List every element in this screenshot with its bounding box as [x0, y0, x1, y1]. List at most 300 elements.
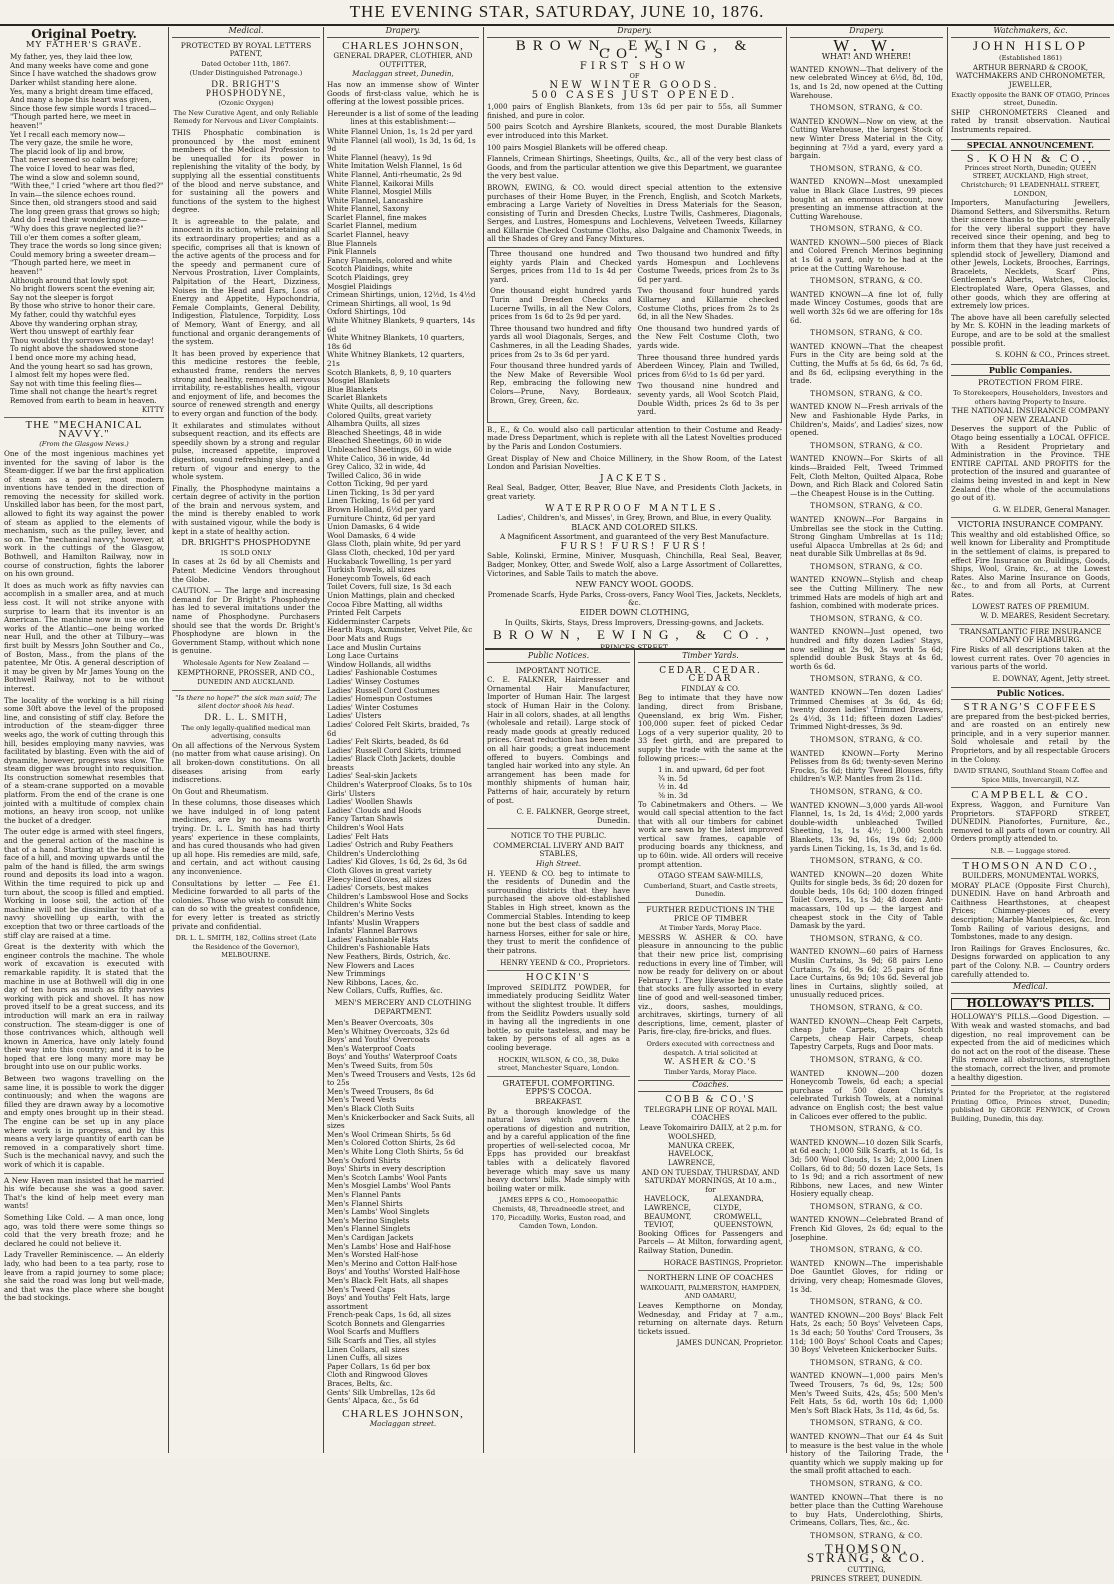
- thomson-text: MORAY PLACE (Opposite First Church), DUNEDIN. Have on hand Arbroath and Caithness Hearthstones, at cheapest Prices; Chimney-pieces of every description; Marble Mantelpieces, &c. Iron Tomb Railing of various designs, and Tombstones, made to any design.: [951, 880, 1110, 942]
- list-item: Scotch Blankets, 8, 9, 10 quarters: [327, 367, 452, 377]
- poem-line: Since those few simple words I traced—: [10, 103, 157, 113]
- fire-text: To Storekeepers, Householders, Investors and others having Property to Insure.: [953, 388, 1108, 406]
- wanted-notice: WANTED KNOWN—The imperishable Doe Gauntlet Gloves, for riding or driving, very cheap; Homesmade Gloves, 1s 3d.: [790, 1258, 943, 1294]
- list-item: White Flannel Union, 1s, 1s 2d per yard: [327, 126, 473, 136]
- cobb-heading: COBB & CO.'S: [665, 1094, 756, 1105]
- poem-line: That never seemed so calm before;: [10, 155, 138, 165]
- list-item: Glass Cloth, checked, 10d per yard: [327, 548, 455, 558]
- ts-footer-name: THOMSON, STRANG, & CO.: [806, 1541, 927, 1566]
- list-item: Children's Wool Hats: [327, 823, 404, 833]
- wanted-signature: THOMSON, STRANG, & CO.: [810, 614, 923, 623]
- list-item: Men's Tweed Suits, from 50s: [327, 1061, 433, 1071]
- list-item: Cotton Ticking, 9d per yard: [327, 479, 428, 489]
- be-silks-heading: BLACK AND COLORED SILKS.: [571, 522, 698, 532]
- list-item: Ladies' Felt Skirts, beaded, 8s 6d: [327, 737, 449, 747]
- list-item: Boys' and Youths' Felt Hats, large assortment: [327, 1293, 450, 1311]
- wanted-notice: WANTED KNOWN—Forty Merino Pelisses from 8s 6d; twenty-seven Merino Frocks, 5s 6d; thirty Tweed Blouses, fifty children's W.P. Mantles from 2s 11d.: [790, 748, 943, 784]
- list-item: Cloth Gloves in great variety: [327, 866, 432, 875]
- wanted-signature: THOMSON, STRANG, & CO.: [810, 1298, 923, 1307]
- list-item: White Flannel, Saxony: [327, 204, 409, 214]
- list-item: White Imitation Welsh Flannel, 1s 6d: [327, 161, 462, 171]
- list-item: Men's Beaver Overcoats, 30s: [327, 1018, 434, 1028]
- list-item: Men's Flannel Shirts: [327, 1198, 403, 1208]
- list-item: Ladies' Ulsters: [327, 711, 382, 721]
- poem-line: And many weeks have come and gone: [10, 60, 149, 70]
- wanted-notice: WANTED KNOWN—60 pairs of Harness Muslin Curtains, 3s 9d; 68 pairs Leno Curtains, 7s 6d, 9s 6d; 25 pairs of fine Lace Curtains, 6s 9d; 10s 6d. Several job lines in Curtains, slightly soiled, at unusually reduced prices.: [790, 947, 943, 1000]
- box-paragraph: Two thousand two hundred and fifty yards Homespun and Lochlevens Costume Tweeds, prices from 2s to 3s 6d per yard.: [637, 249, 779, 284]
- list-item: Printed Felt Carpets: [327, 608, 402, 618]
- epps-heading: GRATEFUL COMFORTING. EPPS'S COCOA.: [502, 1078, 615, 1097]
- list-item: Union Mattings, plain and checked: [327, 591, 455, 600]
- price-line: ¾ in. 5d: [658, 773, 688, 783]
- poem-body: [4, 53, 164, 405]
- johnson-items: [327, 128, 479, 996]
- transatlantic-signature: E. DOWNAY, Agent, Jetty street.: [992, 673, 1110, 683]
- article-paragraph: The locality of the working is a hill rising some 30ft above the level of the proposed line, and consisting of stiff clay. Before the introduction of the steam-digger three weeks ago, the work of cutting through this hill, besides employing many navvies, was facilitated by blasting. Even with the aid of dynamite, however, progress was slow. The steam digger was brought into requisition. Its construction somewhat resembles that of a steam-crane supported on a movable platform. From the end of the crane is one jointed with a multitude of complex chain motions, an heavy iron scoop, not unlike the bucket of a dredger.: [4, 695, 164, 825]
- list-item: Children's Lambswool Hose and Socks: [327, 891, 469, 901]
- divider: [638, 902, 783, 903]
- list-item: Union Damasks, 6 4 wide: [327, 522, 420, 532]
- poem-line: The very gaze, the smile he wore,: [10, 138, 133, 148]
- list-item: Men's Black Cloth Suits: [327, 1104, 415, 1114]
- wanted-signature: THOMSON, STRANG, & CO.: [810, 1202, 923, 1211]
- list-item: Ladies' Woollen Shawls: [327, 797, 413, 807]
- article-paragraph: It does as much work as fifty navvies can accomplish in a smaller area, and at much less cost. It will not strike anyone with surprise to learn that its inventor is an American. The machine now in use on the works of the Atlantic—one being worked near Hull, and the other at Tilbury—was first built by Messrs John Souther and Co., of Boston, Mass., from the plans of the patentee, Mr Otis. A general description of it may be given by Mr James Young on the Bothwell Railway, not to be without interest.: [4, 580, 164, 693]
- doctor-name: DR. L. L. SMITH,: [204, 711, 288, 722]
- list-item: Alhambra Quilts, all sizes: [327, 419, 420, 429]
- list-item: Men's Worsted Half-hose: [327, 1250, 419, 1260]
- wanted-notice: WANTED KNOWN—1,000 pairs Men's Tweed Trousers, 7s 6d, 9s, 12s; 500 Men's Tweed Suits, 42s, 45s; 500 Men's Felt Hats, 5s 6d, worth 10s 6d; 1,000 Men's Soft Black Hats, 3s 11d, 4s 6d, 5s.: [790, 1371, 943, 1415]
- list-item: Men's Colored Cotton Shirts, 2s 6d: [327, 1138, 456, 1148]
- list-item: Ladies' Winsey Costumes: [327, 676, 420, 686]
- section-heading: Timber Yards.: [638, 652, 783, 663]
- wanted-signature: THOMSON, STRANG, & CO.: [810, 1358, 923, 1367]
- northern-heading: NORTHERN LINE OF COACHES: [647, 1273, 774, 1283]
- transatlantic-heading: TRANSATLANTIC FIRE INSURANCE COMPANY OF HAMBURG.: [959, 626, 1102, 645]
- column-timber: [638, 652, 783, 1452]
- box-paragraph: Four thousand three hundred yards of the New Make of Reversible Wool Rep, embracing the following new Colors—Prune, Navy, Bordeaux, Brown, Grey, Green, &c.: [490, 361, 632, 405]
- further-text-2: Orders executed with correctness and despatch. A trial solicited at: [646, 1039, 775, 1057]
- johnson-footer-name: CHARLES JOHNSON,: [342, 1407, 464, 1420]
- be-furs: Sable, Kolinski, Ermine, Miniver, Musquash, Chinchilla, Real Seal, Beaver, Badger, Monkey, Otter, and Swede Wolf, also a Large Assortment of Collarettes, Victorines, and Sable Tails to match the above.: [487, 551, 782, 578]
- medical-body: [172, 129, 320, 536]
- list-item: Children's Underclothing: [327, 848, 420, 858]
- national-heading: THE NATIONAL INSURANCE COMPANY OF NEW ZEALAND: [951, 406, 1110, 424]
- wanted-signature: THOMSON, STRANG, & CO.: [810, 389, 923, 398]
- hislop-established: (Established 1861): [999, 54, 1062, 63]
- divider: [951, 517, 1110, 518]
- column-thomson-strang: [790, 26, 943, 1584]
- poem-line: They trace the words so long since given;: [10, 241, 162, 251]
- list-item: Men's Lambs' Hose and Half-hose: [327, 1241, 451, 1251]
- cobb-text-3: Booking Offices for Passengers and Parcels — At Milton, forwarding agent, Railway Station, Dunedin.: [638, 1228, 783, 1255]
- poem-line: In vain—the silence echoes round.: [10, 189, 136, 199]
- list-item: Bleached Sheetings, 48 in wide: [327, 427, 442, 437]
- wanted-notice: WANTED KNOWN—For Skirts of all kinds—Braided Felt, Tweed Trimmed Felt, Cloth Melton, Quilted Alpaca, Robe Down, and Rich Black and Colored Satin—the Cheapest House is in the Cutting.: [790, 454, 943, 498]
- divider: [487, 1076, 630, 1077]
- poem-line: Till o'er them comes a softer gleam,: [10, 232, 142, 242]
- national-signature: G. W. ELDER, General Manager.: [992, 504, 1110, 514]
- hislop-trade: ARTHUR BERNARD & CROOK, WATCHMAKERS AND CHRONOMETER, JEWELLER,: [955, 62, 1106, 89]
- column-rule: [483, 27, 484, 1453]
- list-item: Men's Whitney Overcoats, 32s 6d: [327, 1026, 450, 1036]
- ts-footer-address: PRINCES STREET, DUNEDIN.: [810, 1574, 923, 1584]
- falkner-heading: IMPORTANT NOTICE.: [515, 665, 602, 675]
- list-item: Linen Cuffs, all sizes: [327, 1353, 403, 1363]
- list-item: Ladies' Ostrich and Ruby Feathers: [327, 840, 454, 850]
- list-item: Men's Tweed Trousers and Vests, 12s 6d to 25s: [327, 1069, 476, 1088]
- wanted-signature: THOMSON, STRANG, & CO.: [810, 104, 923, 113]
- list-item: Pink Flannels: [327, 247, 377, 257]
- medical-paragraph: It is agreeable to the palate, and innocent in its action, while retaining all its extraordinary properties; and as a specific, comprises all that is known of the active agents of the process and for the speedy and permanent cure of Nervous Prostration, Liver Complaints, Palpitation of the Heart, Dizziness, Noises in the Head and Ears, Loss of Energy and Appetite, Hypochondria, Female Complaints, General Debility, Indigestion, Flatulence, Torpidity, Loss of Memory, Want of Energy, and all functional and organic derangements of the system.: [172, 216, 320, 347]
- doctor-paragraph: On Gout and Rheumatism.: [172, 786, 269, 796]
- wanted-notice: WANTED KNOW N—Fresh arrivals of the New and Fashionable Hyde Parks, in Children's, Maids', and Ladies' sizes, now opened.: [790, 402, 943, 438]
- list-item: Scotch Bonnets and Glengarries: [327, 1318, 445, 1328]
- box-paragraph: One thousand two hundred yards of the New Felt Costume Cloth, two yards wide.: [637, 323, 779, 350]
- column-jewellers: [951, 27, 1110, 1453]
- poem-title: MY FATHER'S GRAVE.: [25, 39, 143, 50]
- hislop-address: Exactly opposite the BANK OF OTAGO, Princes street, Dunedin.: [951, 90, 1110, 108]
- divider: [4, 1173, 164, 1174]
- miscellany: [4, 1177, 164, 1303]
- list-item: Boys' and Youths' Waterproof Coats: [327, 1052, 457, 1062]
- cobb-places: [638, 1133, 783, 1167]
- list-item: Cloth and Ringwood Gloves: [327, 1370, 428, 1380]
- article-paragraph: Between two wagons travelling on the same line, it is possible to work the digger continuously; and when the wagons are filled they are drawn away by a locomotive and empty ones brought up in their stead. The engine can be set up in any place where work is in progress, and by this means a very large quantity of earth can be removed in a comparatively short time. Such is the mechanical navvy, and such the work of which it is capable.: [4, 1074, 164, 1169]
- list-item: Ladies' Homespun Costumes: [327, 694, 433, 704]
- list-item: Men's Mosgiel Lambs' Wool Pants: [327, 1181, 451, 1191]
- list-item: Ladies' Russell Cord Costumes: [327, 685, 440, 695]
- section-heading: Drapery.: [790, 27, 943, 38]
- place-name: TEVIOT,: [644, 1220, 674, 1230]
- wanted-notice: WANTED KNOWN—Just opened, two hundred and fifty dozen Ladies' Stays, now selling at 2s 9d, 3s worth 5s 6d; splendid double Busk Stays at 4s 6d, worth 6s 6d.: [790, 627, 943, 671]
- kohn-text: Importers, Manufacturing Jewellers, Diamond Setters, and Silversmiths. Return their sincere thanks to the public generally for the very liberal support they have received since their opening, and beg to inform them that they have just received a splendid stock of Jewellery, Diamond and other Jewels, Lockets, Brooches, Earrings, Bracelets, Necklets, Scarf Pins, Gentlemen's Alberts, Watches, Clocks, Electroplated Ware, Opera Glasses, and other goods, which they are offering at extremely low prices.: [951, 198, 1110, 311]
- poem-line: Removed from earth to beam in heaven.: [10, 395, 157, 405]
- poem-line: Wert thou unswept of earthly fear: [10, 327, 134, 337]
- be-cases: 500 CASES JUST OPENED.: [531, 89, 738, 101]
- section-heading: Medical.: [951, 982, 1110, 994]
- list-item: Scotch Plaidings, white: [327, 264, 413, 274]
- poem-line: I bend once more my aching head,: [10, 352, 137, 362]
- victoria-heading: VICTORIA INSURANCE COMPANY.: [957, 520, 1104, 530]
- list-item: Ladies' Seal-skin Jackets: [327, 771, 417, 781]
- poem-line: Say not with time this feeling flies—: [10, 378, 142, 388]
- divider: [638, 1270, 783, 1271]
- section-heading: Public Notices.: [487, 652, 630, 663]
- what-where: WHAT! AND WHERE!: [821, 52, 912, 62]
- wanted-notice: WANTED KNOWN—A fine lot of, fully made Wincey Costumes, goods that are well worth 32s 6d we are offering for 18s 6d.: [790, 289, 943, 325]
- column-rule: [634, 650, 635, 1453]
- further-sub: At Timber Yards, Moray Place.: [659, 924, 762, 933]
- list-item: Ladies' Winter Costumes: [327, 702, 419, 712]
- section-heading: Public Notices.: [951, 687, 1110, 700]
- wanted-signature: THOMSON, STRANG, & CO.: [810, 329, 923, 338]
- be-first-show: FIRST SHOW: [579, 60, 690, 72]
- wanted-signature: THOMSON, STRANG, & CO.: [810, 1531, 923, 1540]
- be-title: BROWN, EWING, & CO.'S: [515, 37, 754, 63]
- wanted-signature: THOMSON, STRANG, & CO.: [810, 1125, 923, 1134]
- be-eider: In Quilts, Skirts, Stays, Dress Improvers, Dressing-gowns, and Jackets.: [505, 617, 764, 627]
- be-left-box: [490, 250, 632, 420]
- list-item: Crimean Shirtings, union, 12½d, 1s 4½d: [327, 290, 476, 300]
- wanted-signature: THOMSON, STRANG, & CO.: [810, 675, 923, 684]
- poem-line: And many a hope this heart was given,: [10, 95, 152, 105]
- section-heading: Drapery.: [487, 27, 782, 38]
- list-item: Oxford Shirtings, 10d: [327, 307, 406, 317]
- poem-line: Since then, old strangers stood and said: [10, 198, 157, 208]
- kohn-name: S. KOHN & CO.,: [966, 151, 1095, 166]
- section-heading: Coaches.: [638, 1080, 783, 1092]
- list-item: Men's Waterproof Coats: [327, 1043, 416, 1053]
- list-item: New Flowers and Laces: [327, 960, 415, 970]
- strangs-text: are prepared from the best-picked berries, and are roasted on an entirely new principle, and in a very superior manner. Sold wholesale and retail by the Proprietors, and by all respectable Grocers in the Colony.: [951, 711, 1110, 764]
- list-item: White Flannel, Mosgiel Mills: [327, 187, 432, 197]
- wanted-notice: WANTED KNOWN—That there is no better place than the Cutting Warehouse to buy Hats, Underclothing, Shirts, Crimeans, Collars, Ties, &c., &c.: [790, 1492, 943, 1528]
- wanted-signature: THOMSON, STRANG, & CO.: [810, 1419, 923, 1428]
- list-item: Brown Holland, 6½d per yard: [327, 505, 436, 515]
- be-footer-name: BROWN, EWING, & CO.,: [493, 627, 776, 643]
- wanted-notice: WANTED KNOWN—200 Boys' Black Felt Hats, 2s each; 50 Boys' Velveteen Caps, 1s 3d each; 50 Youths' Cord Trousers, 3s 11d; 100 Boys' School Coats and Capes; 30 Boys' Velveteen Knickerbocker Suits.: [790, 1310, 943, 1355]
- be-para: B., E., & Co. would also call particular attention to their Costume and Ready-made Dress Department, which is replete with all the Latest Novelties produced by the Paris and London Costumiers.: [487, 424, 782, 451]
- poem-line: Time shall not change the heart's regret: [10, 387, 158, 397]
- list-item: Infants' Flannel Barrows: [327, 926, 418, 936]
- list-item: Infants' Muslin Wrappers: [327, 917, 420, 927]
- notice-heading: NOTICE TO THE PUBLIC.: [510, 831, 607, 841]
- strangs-heading: STRANG'S COFFEES: [963, 700, 1098, 713]
- poem-line: Above thy wandering orphan stray,: [10, 318, 138, 328]
- hockin-signature: HOCKIN, WILSON, & CO., 38, Duke street, Manchester Square, London.: [497, 1055, 620, 1073]
- list-item: Ladies' Russell Cord Skirts, trimmed: [327, 745, 462, 755]
- poem-line: My father, yes, they laid thee low,: [10, 52, 133, 62]
- be-para: Great Display of New and Choice Millinery, in the Show Room, of the Latest London and Parisian Novelties.: [487, 453, 782, 472]
- special-heading: SPECIAL ANNOUNCEMENT.: [951, 139, 1110, 152]
- list-item: Blue Flannels: [327, 238, 377, 248]
- hislop-text: SHIP CHRONOMETERS Cleaned and rated by transit observation. Nautical Instruments repaired.: [951, 107, 1110, 134]
- list-item: Lace and Muslin Curtains: [327, 642, 421, 652]
- wanted-notice: WANTED KNOWN—20 dozen White Quilts for single beds, 3s 6d; 20 dozen for double beds, 10s 6d; 100 dozen fringed Toilet Covers, 1s, 1s 3d; 48 dozen Anti-macassars, 10d up — the largest and cheapest stock in the City of Table Damask by the yard.: [790, 869, 943, 931]
- quote: "Is there no hope?" the sick man said; The silent doctor shook his head.: [175, 693, 317, 711]
- medical-paragraph: THIS Phosphatic combination is pronounced by the most eminent members of the Medical Profession to be unequalled for its power in replenishing the vitality of the body, by supplying all the essential constituents of the blood and nerve substance, and for sustaining all the powers and functions of the system to the highest degree.: [172, 127, 320, 215]
- list-item: Girls' Ulsters: [327, 788, 376, 798]
- mills-address: Cumberland, Stuart, and Castle streets, Dunedin.: [643, 881, 778, 899]
- wanted-signature: THOMSON, STRANG, & CO.: [810, 735, 923, 744]
- place-name: HAVELOCK,: [668, 1149, 714, 1159]
- cobb-text-2: AND ON TUESDAY, THURSDAY, AND SATURDAY MORNINGS, At 10 a.m., for: [641, 1167, 780, 1194]
- product-name: DR. BRIGHT'S PHOSPHODYNE,: [205, 78, 287, 98]
- cobb-sub: TELEGRAPH LINE OF ROYAL MAIL COACHES: [644, 1104, 777, 1123]
- northern-text: Leaves Kempthorne on Monday, Wednesday, and Friday at 7 a.m., returning on alternate days. Return tickets issued.: [638, 1300, 783, 1336]
- poem-line: The wind a slow and solemn sound,: [10, 172, 140, 182]
- medical-paragraph: Finally, the Phosphodyne maintains a certain degree of activity in the portion of the brain and nervous system, and the mind is thereby enabled to work with sustained vigour, while the body is kept in a state of healthy action.: [172, 483, 320, 536]
- wanted-signature: THOMSON, STRANG, & CO.: [810, 1055, 923, 1064]
- section-heading: Watchmakers, &c.: [951, 27, 1110, 38]
- product-sub: (Ozonic Oxygen): [218, 99, 274, 108]
- box-paragraph: Three thousand one hundred and eighty yards Plain and Checked Serges, prices from 11d to 1s 4d per yard.: [490, 249, 632, 284]
- kohn-address: Princes street North, Dunedin; QUEEN STREET, AUCKLAND, High street, Christchurch; 91 LEADENHALL STREET, LONDON,: [961, 163, 1100, 198]
- doctor-sub: The only legally-qualified medical man advertising, consults: [181, 723, 311, 741]
- column-rule: [323, 27, 324, 1453]
- divider: [487, 970, 630, 971]
- list-item: White Flannel, Anti-rheumatic, 2s 9d: [327, 169, 462, 179]
- divider: [951, 1085, 1110, 1086]
- article-paragraph: One of the most ingenious machines yet invented for the saving of labor is the Steam-digger. If we bar the first application of steam as a power, most modern inventions have tended in the direction of removing the necessity for skilled work. Unskilled labor has been, for the most part, allowed to fight its way against the power of steam as applied to the elements of mechanism, such as the pulley, lever, and so on. The "mechanical navvy," however, at work in the cuttings of the Glasgow, Bothwell, and Hamilton Railway, now in course of construction, fights the laborer on his own ground.: [4, 448, 164, 579]
- section-heading: Original Poetry.: [31, 27, 137, 41]
- list-item: Wool Damasks, 6 4 wide: [327, 530, 416, 540]
- wanted-signature: THOMSON, STRANG, & CO.: [810, 277, 923, 286]
- wanted-notice: WANTED KNOWN—Now on view, at the Cutting Warehouse, the largest Stock of new Winter Dress Material in the City, beginning at 7½d a yard, every yard a bargain.: [790, 116, 943, 161]
- wanted-notice: WANTED KNOWN—10 dozen Silk Scarfs, at 6d each; 1,000 Silk Scarfs, at 1s 6d, 1s 3d; 500 Wool Clouds, 1s 3d; 2,000 Linen Collars, 6d to 8d; 50 dozen Lace Sets, 1s to 1s 9d; and a rich assortment of new Ribbons, new Laces, and new Winter Hosiery equally cheap.: [790, 1137, 943, 1199]
- list-item: Mosgiel Plaidings: [327, 281, 392, 291]
- box-paragraph: Three thousand three hundred yards Aberdeen Wincey, Plain and Twilled, prices from 6½d to 1s 6d per yard.: [637, 352, 779, 379]
- list-item: Unbleached Sheetings, 60 in wide: [327, 444, 452, 454]
- list-item: Men's Tweed Vests: [327, 1095, 397, 1105]
- wanted-signature: THOMSON, STRANG, & CO.: [810, 934, 923, 943]
- list-item: Braces, Belts, &c.: [327, 1379, 393, 1389]
- list-item: Men's White Long Cloth Shirts, 5s 6d: [327, 1147, 464, 1156]
- list-item: Children's Waterproof Cloaks, 5s to 10s: [327, 780, 472, 790]
- be-para: 500 pairs Scotch and Ayrshire Blankets, scoured, the most Durable Blankets ever introduced into this Market.: [487, 122, 782, 140]
- list-item: Men's Merino and Cotton Half-hose: [327, 1258, 458, 1268]
- miscellany-paragraph: Lady Traveller Reminiscence. — An elderly lady, who had been to a tea party, rose to leave from a rapid journey to some place; she said the road was long but well-made, and that was the place where she bought the bad stockings.: [4, 1250, 164, 1303]
- list-item: Ladies' Kid Gloves, 1s 6d, 2s 6d, 3s 6d: [327, 857, 467, 867]
- cobb-places-2: [638, 1195, 783, 1229]
- patent-date: Dated October 11th, 1867.: [201, 59, 291, 68]
- list-item: Cocoa Fibre Matting, all widths: [327, 599, 443, 609]
- agents-place: DUNEDIN AND AUCKLAND.: [197, 678, 295, 687]
- wanted-notice: WANTED KNOWN—3,000 yards All-wool Flannel, 1s, 1s 2d, 1s 4½d; 2,000 yards double-width unbleached Twilled Sheeting, 1s, 1s 4½; 1,000 Scotch Blankets, 13s 9d, 16s, 19s 6d; 2,000 yards Linen Ticking, 1s, 1s 3d, and 1s 6d.: [790, 800, 943, 853]
- further-heading: FURTHER REDUCTIONS IN THE PRICE OF TIMBER: [646, 905, 775, 923]
- wanted-notice: WANTED KNOWN—That delivery of the new celebrated Wincey at 6½d, 8d, 10d, 1s, and 1s 2d, now opened at the Cutting Warehouse.: [790, 64, 943, 100]
- be-price-boxes: [487, 247, 782, 423]
- livery-text: H. YEEND & CO. beg to intimate to the residents of Dunedin and the surrounding districts that they have purchased the above old-established Stables in High street, known as the Commercial Stables. Intending to keep none but the best class of saddle and harness Horses, either for sale or hire, they trust to merit the confidence of their patrons.: [487, 868, 630, 955]
- list-item: Ladies' Fashionable Costumes: [327, 668, 438, 678]
- column-rule: [786, 27, 787, 1453]
- wanted-signature: THOMSON, STRANG, & CO.: [810, 225, 923, 234]
- box-paragraph: Two thousand nine hundred and seventy yards, all Wool Scotch Plaid, Double Width, prices 2s 6d to 3s per yard.: [637, 381, 779, 417]
- be-right-box: [638, 250, 780, 420]
- patent-heading: PROTECTED BY ROYAL LETTERS PATENT,: [180, 40, 312, 59]
- list-item: Men's Scotch Lambs' Wool Pants: [327, 1172, 447, 1182]
- wanted-signature: THOMSON, STRANG, & CO.: [810, 562, 923, 571]
- poem-line: Yet I recall each memory now—: [10, 129, 126, 139]
- list-item: White Flannel, Lancashire: [327, 195, 423, 205]
- price-heading: DR. BRIGHT'S PHOSPHODYNE: [181, 538, 311, 548]
- johnson-name: CHARLES JOHNSON,: [342, 39, 464, 52]
- fire-heading: PROTECTION FROM FIRE.: [978, 378, 1083, 388]
- further-text: MESSRS W. ASHER & CO. have pleasure in announcing to the public that their new price list, comprising reductions in every line of Timber, will now be ready for delivery on or about February 1. They likewise beg to state that stocks are fully assorted in every line of good and well-seasoned timber, viz., doors, sashes, mouldings, architraves, skirtings, turnery of all descriptions, lime, cement, plaster of Paris, fire-clay, fire-bricks, and flues.: [638, 932, 783, 1037]
- column-johnson: [327, 27, 479, 1453]
- wanted-notice: WANTED KNOWN—That our £4 4s Suit to measure is the best value in the whole history of the Tailoring Trade, the quantity which we supply making up for the small profit attached to each.: [790, 1431, 943, 1476]
- list-item: Men's Knickerbocker and Sack Suits, all sizes: [327, 1112, 475, 1131]
- wanted-notice: WANTED KNOWN—Celebrated Brand of French Kid Gloves, 2s 6d; equal to the Josephine.: [790, 1215, 943, 1242]
- holloway-heading: HOLLOWAY'S PILLS.: [951, 998, 1110, 1011]
- place-name: MANUKA CREEK,: [668, 1140, 735, 1150]
- divider: [172, 690, 320, 691]
- wanted-notice: WANTED KNOWN—200 dozen Honeycomb Towels, 6d each; a special purchase of 500 dozen Christy's celebrated Turkish Towels, at a nominal advance on English cost; the best value in Calicoes ever offered to the public.: [790, 1068, 943, 1121]
- poem-line: "With thee," I cried "where art thou fled?": [10, 181, 164, 191]
- poem-line: My father, could thy watchful eyes: [10, 310, 136, 319]
- list-item: White Flannel, Kaikorai Mills: [327, 178, 434, 188]
- hislop-name: JOHN HISLOP: [973, 37, 1088, 53]
- hockin-heading: HOCKIN'S: [526, 973, 591, 984]
- johnson-footer-address: Maclaggan street.: [369, 1419, 437, 1429]
- list-item: Ladies' Clouds and Hoods: [327, 805, 422, 815]
- list-item: Mosgiel Blankets: [327, 376, 390, 386]
- be-para: Flannels, Crimean Shirtings, Sheetings, Quilts, &c., all of the very best class of Goods, and from the particular attention we give this Department, we guarantee the very best value.: [487, 154, 782, 181]
- place-name: ALEXANDRA,: [713, 1194, 764, 1204]
- thomson-text-2: Iron Railings for Graves Enclosures, &c. Designs forwarded on application to any part of the Colony. N.B. — Country orders carefully attended to.: [951, 943, 1110, 979]
- poem-line: The long green grass that grows so high;: [10, 206, 160, 216]
- be-furs-heading: FURS! FURS! FURS!: [560, 541, 709, 552]
- strangs-signature: DAVID STRANG, Southland Steam Coffee and Spice Mills, Invercargill, N.Z.: [953, 767, 1108, 784]
- patronage: (Under Distinguished Patronage.): [189, 69, 303, 78]
- wanted-signature: THOMSON, STRANG, & CO.: [810, 164, 923, 173]
- hockin-text: Improved SEIDLITZ POWDER, for immediately producing Seidlitz Water without the slightest trouble. It differs from the Seidlitz Powders usually sold in having all the ingredients in one bottle, so quite tasteless, and may be taken by persons of all ages as a cooling beverage.: [487, 982, 630, 1052]
- wanted-list: [790, 66, 943, 1541]
- place-name: CLYDE,: [713, 1203, 742, 1213]
- list-item: Gents' Alpaca, &c., 5s 6d: [327, 1396, 419, 1406]
- falkner-signature: C. E. FALKNER, George street, Dunedin.: [516, 807, 630, 825]
- list-item: Furniture Chintz, 6d per yard: [327, 513, 436, 523]
- livery-signature: HENRY YEEND & CO., Proprietors.: [500, 957, 630, 967]
- list-item: Fancy Tartan Shawls: [327, 814, 403, 824]
- column-rule: [168, 27, 169, 1453]
- kohn-signature: S. KOHN & CO., Princes street.: [995, 350, 1110, 360]
- poem-line: The placid look of lip and brow,: [10, 146, 125, 156]
- box-paragraph: Three thousand two hundred and fifty yards all wool Diagonals, Serges, and Cashmeres, in all the Leading Shades, prices from 2s to 3s 6d per yard.: [490, 323, 632, 359]
- divider: [487, 828, 630, 829]
- place-name: LAWRENCE,: [644, 1203, 692, 1213]
- wanted-signature: THOMSON, STRANG, & CO.: [810, 441, 923, 450]
- campbell-signature: N.B. — Luggage stored.: [990, 846, 1071, 855]
- box-paragraph: One thousand eight hundred yards Turin and Dresden Checks and Lucerne Twills, in all the New Colors, prices from 1s 6d to 2s 9d per yard.: [490, 286, 632, 322]
- livery-sub: High Street.: [535, 859, 581, 869]
- falkner-text: C. E. FALKNER, Hairdresser and Ornamental Hair Manufacturer, Importer of Human Hair. The largest stock of Human Hair in the Colony. Hair in all colors, shades, at all lengths (wholesale and retail). Large stock of ready made goods at greatly reduced prices. Great reduction has been made on all hair goods; a great inducement offered to buyers. Combings and tangled hair worked into any style. An arrangement has been made for monthly shipments of human hair, Patterns of hair, accurately by return of post.: [487, 675, 630, 805]
- wanted-signature: THOMSON, STRANG, & CO.: [810, 857, 923, 866]
- poem-line: Darker whilst standing here alone.: [10, 77, 137, 87]
- be-wool: Promenade Scarfs, Hyde Parks, Cross-overs, Fancy Wool Ties, Jackets, Necklets, &c.: [487, 589, 782, 608]
- place-name: LAWRENCE,: [668, 1158, 716, 1168]
- list-item: Turkish Towels, all sizes: [327, 565, 416, 575]
- poem-line: Although around that lowly spot: [10, 275, 128, 285]
- cedar-text-2: To Cabinetmakers and Others. — We would call special attention to the fact that with all our timbers for cabinet work are sawn by the latest improved vertical saw frames, capable of producing boards any thickness, and up to 60in. wide. All orders will receive prompt attention.: [638, 799, 783, 869]
- cedar-heading: CEDAR. CEDAR. CEDAR: [659, 665, 762, 685]
- price-text: In cases at 2s 6d by all Chemists and Patent Medicine Vendors throughout the Globe.: [172, 557, 320, 584]
- list-item: Grey Calico, 32 in wide, 4d: [327, 462, 426, 472]
- campbell-heading: CAMPBELL & CO.: [971, 789, 1090, 802]
- mills-name: OTAGO STEAM SAW-MILLS,: [657, 871, 763, 881]
- poem-line: Say not the sleeper is forgot: [10, 292, 114, 302]
- johnson-list-intro: Hereunder is a list of some of the leading lines at this establishment:—: [327, 108, 479, 127]
- place-name: CROMWELL,: [713, 1211, 763, 1221]
- poem-line: "Why does this grave neglected lie?": [10, 224, 144, 234]
- column-poetry: [4, 27, 164, 1453]
- list-item: Crimean Shirtings, all wool, 1s 9d: [327, 298, 452, 308]
- divider: [951, 858, 1110, 859]
- wanted-notice: WANTED KNOWN—Most unexampled value in Black Glace Lustres, 99 pieces bought at an enormous discount, now presenting an immense attraction at the Cutting Warehouse.: [790, 177, 943, 221]
- list-item: Bleached Sheetings, 60 in wide: [327, 436, 442, 446]
- list-item: Scarlet Blankets: [327, 393, 388, 403]
- list-item: Window Hollands, all widths: [327, 659, 431, 669]
- list-item: Men's Lambs' Wool Singlets: [327, 1207, 430, 1217]
- poem-line: And the young heart so sad has grown,: [10, 361, 153, 371]
- price-line: ⅜ in. 3d: [658, 790, 688, 800]
- list-item: Huckaback Towelling, 1s per yard: [327, 556, 452, 566]
- divider: [485, 648, 785, 650]
- be-para: BROWN, EWING, & CO. would direct special attention to the extensive purchases of their Home Buyer, in the French, English, and Scotch Markets, embracing a Large Variety of Novelties in Dress Materials for the Season, consisting of Turin and Dresden Checks, Lustre Twills, Cashmeres, Diagonals, Serges, and Lustres, Homespuns and Lochlevens, Velveteen Tweeds, Killarney and Killarnie Checked Costume Cloths, also Dalgaine and Chamonix Tweeds, in all the Shades of Grey and Fancy Mixtures.: [487, 182, 782, 244]
- poem-line: Could memory bring a sweeter dream—: [10, 249, 156, 259]
- divider: [951, 624, 1110, 625]
